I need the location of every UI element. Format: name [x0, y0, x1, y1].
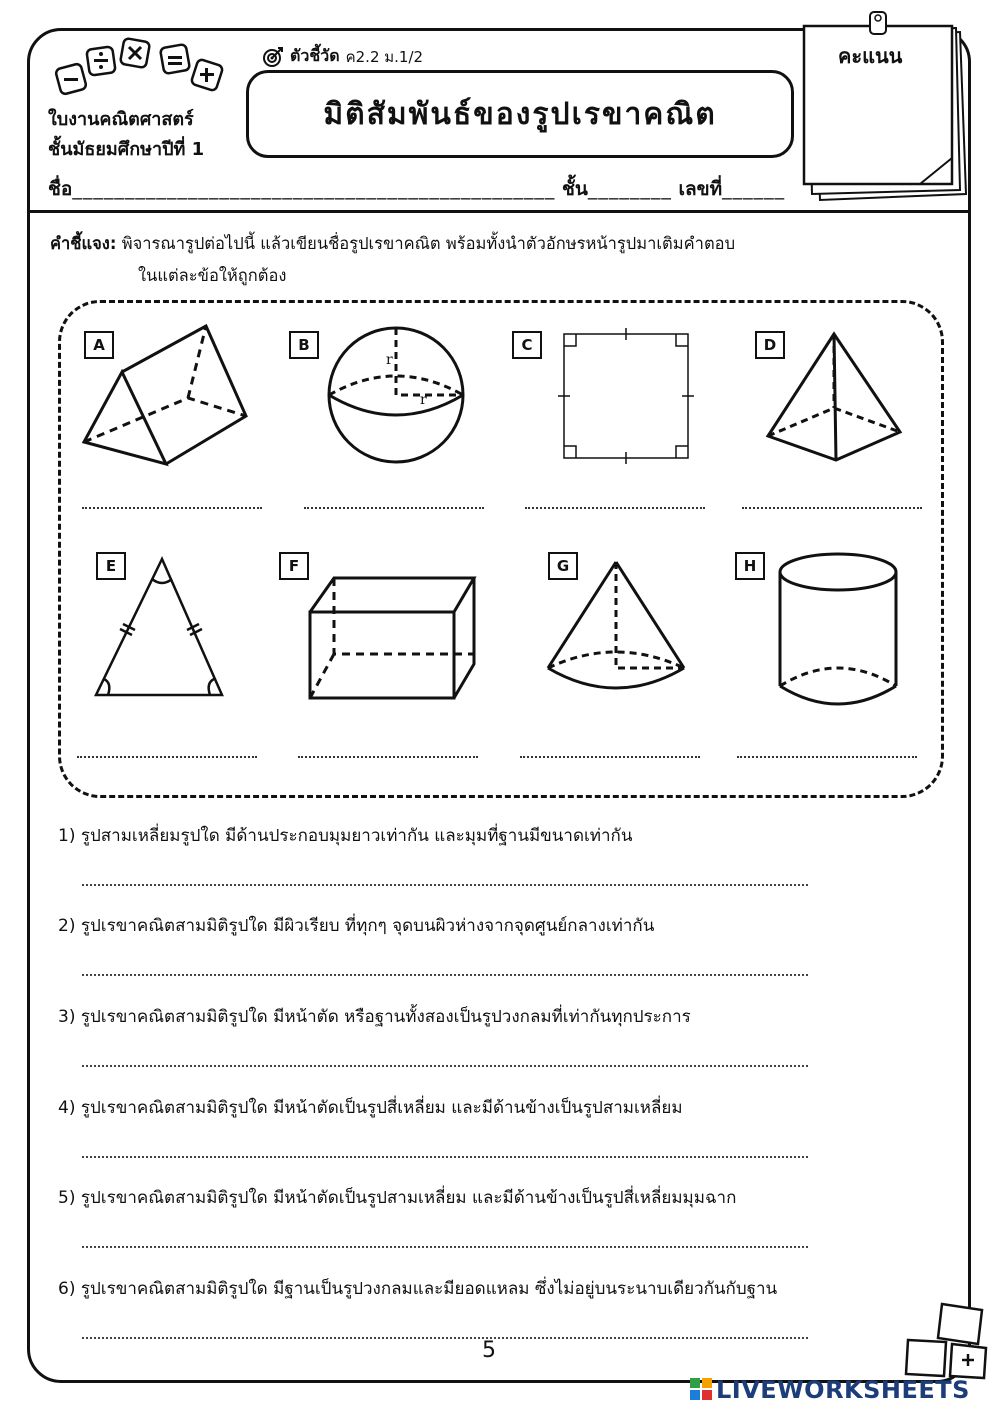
sphere-radius-label: r	[420, 392, 427, 408]
header-divider	[27, 210, 971, 213]
shape-label-a: A	[84, 331, 114, 359]
question-5: 5) รูปเรขาคณิตสามมิติรูปใด มีหน้าตัดเป็นรูปสามเหลี่ยม และมีด้านข้างเป็นรูปสี่เหลี่ยมมุมฉาก	[58, 1188, 737, 1208]
shape-label-g: G	[548, 552, 578, 580]
question-4: 4) รูปเรขาคณิตสามมิติรูปใด มีหน้าตัดเป็นรูปสี่เหลี่ยม และมีด้านข้างเป็นรูปสามเหลี่ยม	[58, 1098, 683, 1118]
name-field[interactable]: ______________________________________________	[72, 178, 556, 200]
class-label: ชั้น	[561, 178, 588, 200]
instructions	[50, 228, 930, 292]
student-info-row	[48, 174, 785, 204]
answer-field-a[interactable]	[82, 507, 262, 509]
shape-label-h: H	[735, 552, 765, 580]
answer-line-6[interactable]	[82, 1337, 808, 1339]
worksheet-title: ใบงานคณิตศาสตร์	[48, 109, 194, 130]
shape-label-e: E	[96, 552, 126, 580]
worksheet-subject	[48, 105, 204, 165]
indicator-label: ตัวชี้วัด	[290, 46, 340, 65]
number-label: เลขที่	[678, 178, 723, 200]
grade-level: ชั้นมัธยมศึกษาปีที่ 1	[48, 139, 205, 160]
answer-line-3[interactable]	[82, 1065, 808, 1067]
answer-field-c[interactable]	[525, 507, 705, 509]
answer-field-g[interactable]	[520, 756, 700, 758]
name-label: ชื่อ	[48, 178, 73, 200]
cone-icon	[544, 558, 688, 704]
indicator	[262, 44, 423, 69]
answer-field-f[interactable]	[298, 756, 478, 758]
sphere-radius-label: r	[386, 352, 393, 368]
answer-field-d[interactable]	[742, 507, 922, 509]
answer-field-h[interactable]	[737, 756, 917, 758]
answer-field-e[interactable]	[77, 756, 257, 758]
shape-label-f: F	[279, 552, 309, 580]
liveworksheets-logo-icon	[690, 1378, 712, 1402]
math-dice-icon	[52, 36, 232, 106]
sphere-icon	[326, 325, 468, 467]
score-label: คะแนน	[838, 44, 903, 68]
question-6: 6) รูปเรขาคณิตสามมิติรูปใด มีฐานเป็นรูปวงกลมและมียอดแหลม ซึ่งไม่อยู่บนระนาบเดียวกันกับฐาน	[58, 1279, 778, 1299]
page-number: 5	[482, 1338, 496, 1363]
rectangular-prism-icon	[306, 574, 478, 702]
number-field[interactable]: ______	[722, 178, 786, 200]
question-1: 1) รูปสามเหลี่ยมรูปใด มีด้านประกอบมุมยาวเท่ากัน และมุมที่ฐานมีขนาดเท่ากัน	[58, 826, 633, 846]
shape-label-c: C	[512, 331, 542, 359]
shape-label-d: D	[755, 331, 785, 359]
question-3: 3) รูปเรขาคณิตสามมิติรูปใด มีหน้าตัด หรือฐานทั้งสองเป็นรูปวงกลมที่เท่ากันทุกประการ	[58, 1007, 691, 1027]
instructions-line2: ในแต่ละข้อให้ถูกต้อง	[138, 266, 287, 285]
title-box	[246, 70, 794, 158]
answer-line-1[interactable]	[82, 884, 808, 886]
answer-line-2[interactable]	[82, 974, 808, 976]
class-field[interactable]: ________	[587, 178, 672, 200]
question-2: 2) รูปเรขาคณิตสามมิติรูปใด มีผิวเรียบ ที่ทุกๆ จุดบนผิวห่างจากจุดศูนย์กลางเท่ากัน	[58, 916, 655, 936]
score-paper-icon	[800, 8, 972, 204]
isosceles-triangle-icon	[92, 555, 228, 701]
answer-line-4[interactable]	[82, 1156, 808, 1158]
cylinder-icon	[776, 550, 900, 710]
instructions-label: คำชี้แจง:	[50, 234, 117, 253]
puzzle-icon	[902, 1300, 992, 1380]
shape-label-b: B	[289, 331, 319, 359]
page-title: มิติสัมพันธ์ของรูปเรขาคณิต	[323, 96, 717, 132]
brand-name: LIVEWORKSHEETS	[716, 1376, 970, 1404]
triangular-prism-icon	[80, 322, 250, 467]
pyramid-icon	[764, 330, 904, 465]
indicator-code: ค2.2 ม.1/2	[345, 47, 424, 66]
answer-line-5[interactable]	[82, 1246, 808, 1248]
square-icon	[556, 326, 696, 464]
target-icon	[262, 46, 284, 68]
answer-field-b[interactable]	[304, 507, 484, 509]
instructions-line1: พิจารณารูปต่อไปนี้ แล้วเขียนชื่อรูปเรขาคณิต พร้อมทั้งนำตัวอักษรหน้ารูปมาเติมคำตอบ	[121, 234, 736, 253]
